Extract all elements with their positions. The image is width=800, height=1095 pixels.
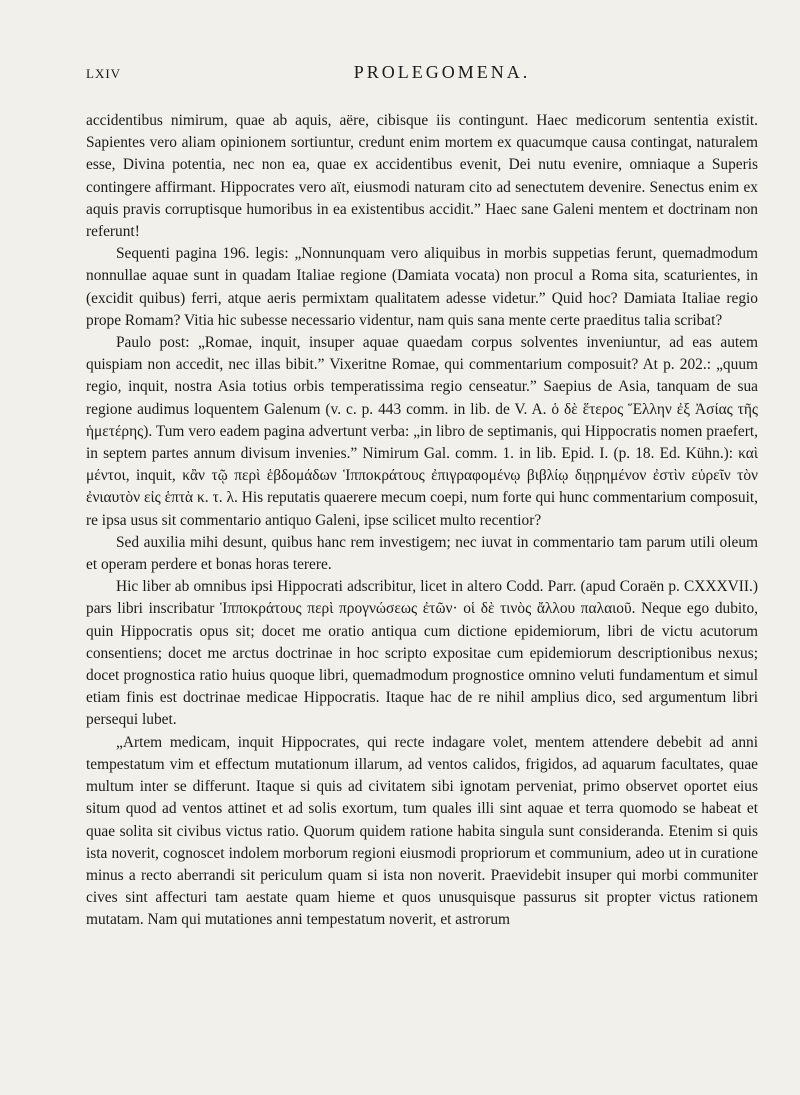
paragraph: Hic liber ab omnibus ipsi Hippocrati adscribitur, licet in altero Codd. Parr. (apud Coraën p. CXXXVII.) pars libri inscribatur Ἱπποκράτους περὶ προγνώσεως ἐτῶν· οἱ δὲ τινὸς ἄλλου παλαιοῦ. Neque ego dubito, quin Hippocratis opus sit; docet me oratio antiqua cum dictione epidemiorum, libri de victu acutorum consentiens; docet me arctus doctrinae in hoc scripto expositae cum epidemiorum descriptionibus nexus; docet prognostica ratio huius quoque libri, quemadmodum prognostice omnino veluti fundamentum et simul etiam finis est doctrinae medicae Hippocratis. Itaque hac de re nihil amplius dico, sed argumentum libri persequi lubet.	[86, 578, 758, 729]
paragraph: accidentibus nimirum, quae ab aquis, aëre, cibisque iis contingunt. Haec medicorum sententia existit. Sapientes vero aliam opinionem sortiuntur, credunt enim mortem ex quacumque causa contingat, naturalem esse, Divina potentia, nec non ea, quae ex accidentibus evenit, Dei nutu evenire, omniaque a Superis contingere affirmant. Hippocrates vero aït, eiusmodi naturam cito ad senectutem devenire. Senectus enim ex aquis pravis corruptisque humoribus in ea existentibus accidit.” Haec sane Galeni mentem et doctrinam non referunt!	[86, 112, 758, 241]
page-header	[86, 62, 758, 96]
paragraph: Sed auxilia mihi desunt, quibus hanc rem investigem; nec iuvat in commentario tam parum utili oleum et operam perdere et bonas horas terere.	[86, 533, 758, 574]
running-title: PROLEGOMENA.	[353, 62, 531, 82]
page-number: LXIV	[86, 66, 122, 81]
paragraph: Sequenti pagina 196. legis: „Nonnunquam vero aliquibus in morbis suppetias ferunt, quemadmodum nonnullae aquae sunt in quadam Italiae regione (Damiata vocata) non procul a Roma sita, scaturientes, in (excidit quibus) ferri, atque aeris permixtam qualitatem adesse videtur.” Quid hoc? Damiata Italiae regio prope Romam? Vitia hic subesse necessario videntur, nam quis sana mente certe praeditus talia scribat?	[86, 245, 758, 329]
paragraph: „Artem medicam, inquit Hippocrates, qui recte indagare volet, mentem attendere debebit ad anni tempestatum vim et effectum mutationum illarum, ad ventos calidos, frigidos, ad aquarum facultates, quae multum inter se differunt. Itaque si quis ad civitatem sibi ignotam perveniat, primo observet oportet eius situm quod ad ventos attinet et ad solis exortum, tum quales illi sint aquae et terra quomodo se habeat et quae solita sit civibus victus ratio. Quorum quidem ratione habita singula sunt consideranda. Etenim si quis ista noverit, cognoscet indolem morborum regioni eiusmodi propriorum et communium, adeo ut in curatione minus a recto aberrandi sit periculum quam si ista non noverit. Praevidebit insuper qui morbi communiter cives sint affecturi tam aestate quam hieme et quos unusquisque passurus sit propter victus rationem mutatam. Nam qui mutationes anni tempestatum noverit, et astrorum	[86, 733, 758, 929]
paragraph: Paulo post: „Romae, inquit, insuper aquae quaedam corpus solventes inveniuntur, ad eas autem quispiam non accedit, nec illas bibit.” Vixeritne Romae, qui commentarium composuit? At p. 202.: „quum regio, inquit, nostra Asia totius orbis temperatissima regio censeatur.” Saepius de Asia, tanquam de sua regione audimus loquentem Galenum (v. c. p. 443 comm. in lib. de V. A. ὁ δὲ ἕτερος Ἕλλην ἐξ Ἀσίας τῆς ἡμετέρης). Tum vero eadem pagina advertunt verba: „in libro de septimanis, qui Hippocratis nomen praefert, in septem partes annum divisum invenies.” Nimirum Gal. comm. 1. in lib. Epid. I. (p. 18. Ed. Kühn.): καὶ μέντοι, inquit, κἂν τῷ περὶ ἑβδομάδων Ἱπποκράτους ἐπιγραφομένῳ βιβλίῳ διῃρημένον ἐστὶν εὑρεῖν τὸν ἐνιαυτὸν εἰς ἑπτὰ κ. τ. λ. His reputatis quaerere mecum coepi, num forte qui hunc commentarium composuit, re ipsa usus sit commentario antiquo Galeni, ipse scilicet multo recentior?	[86, 334, 758, 529]
body-text	[86, 110, 758, 932]
